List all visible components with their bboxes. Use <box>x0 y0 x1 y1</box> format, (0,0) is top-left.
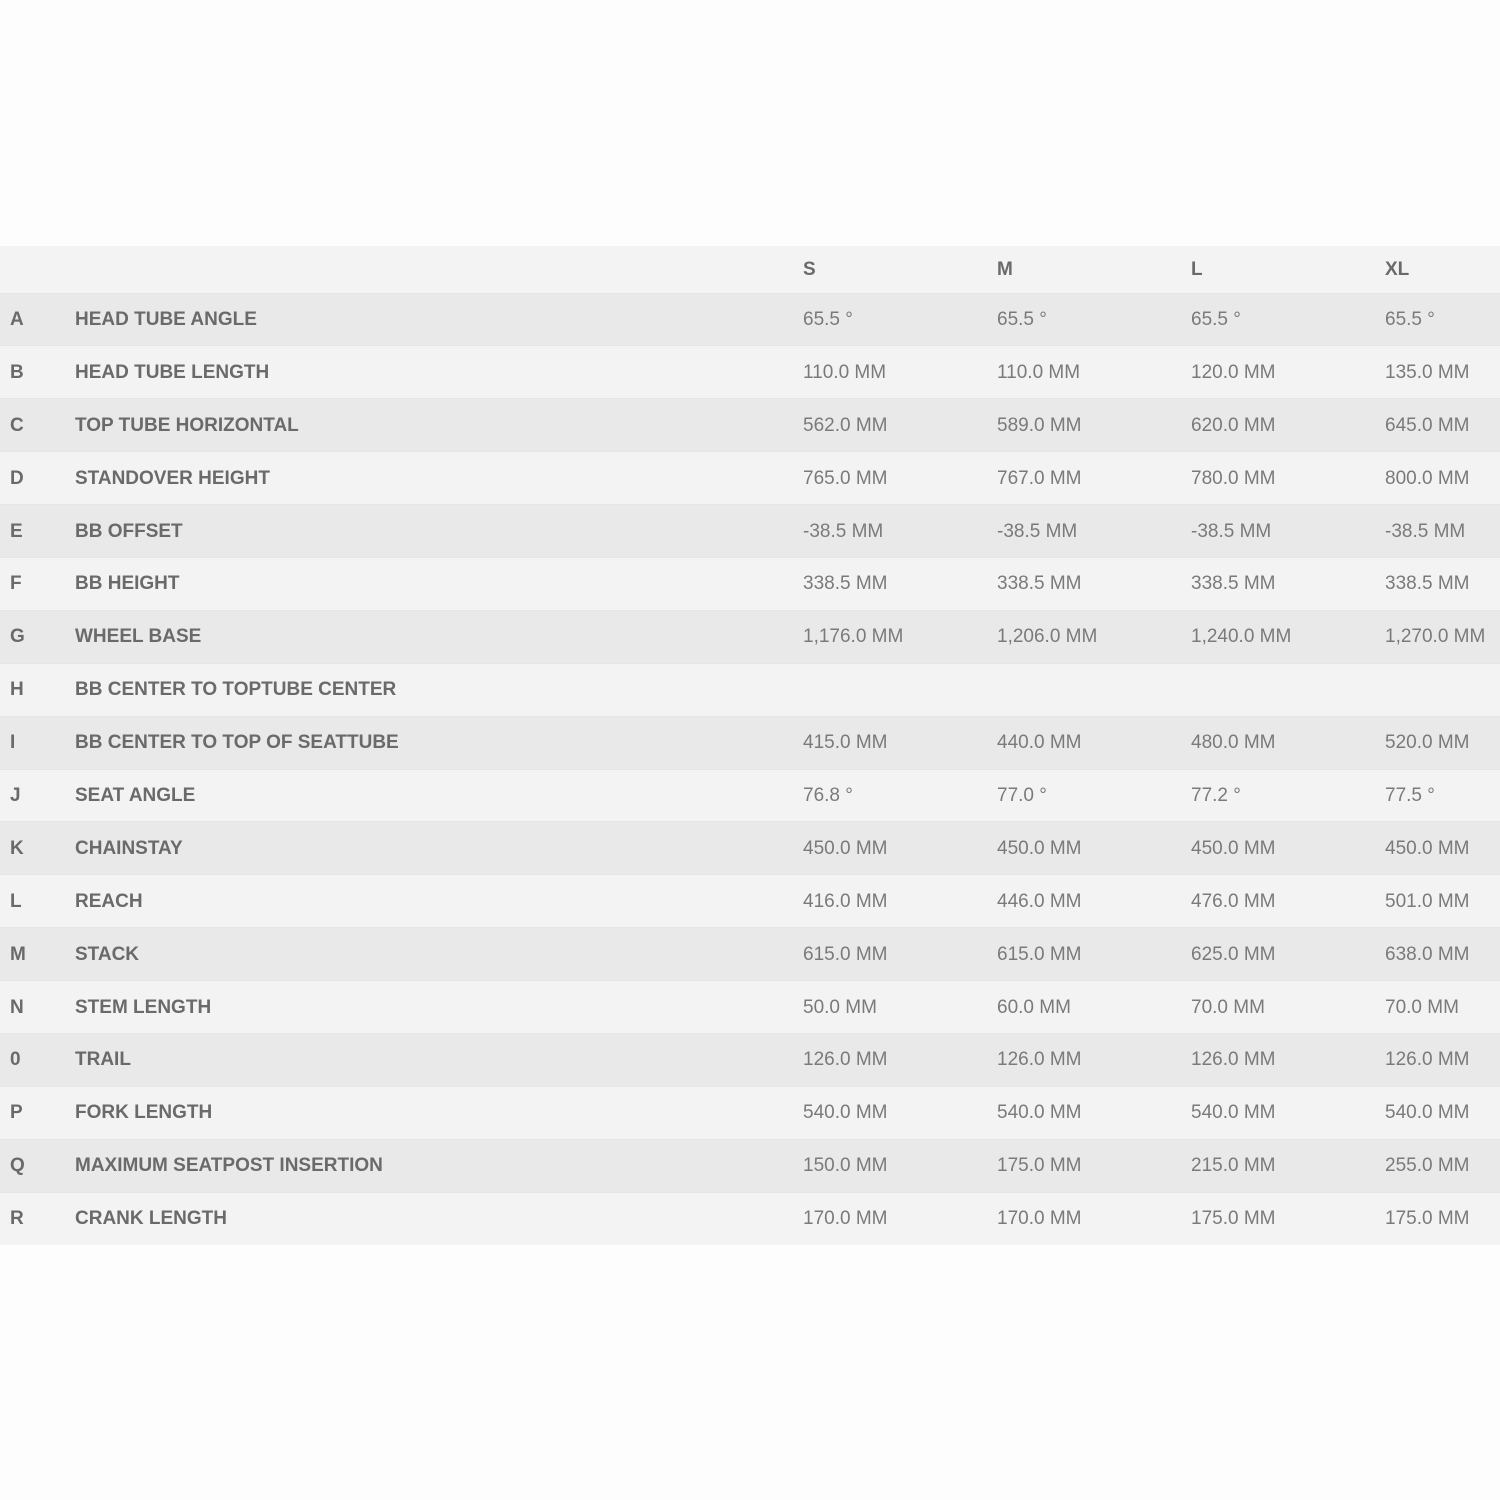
cell-size-s: 170.0 MM <box>803 1208 888 1230</box>
row-letter: B <box>10 361 24 383</box>
row-measurement-name: HEAD TUBE LENGTH <box>75 361 270 383</box>
cell-size-s: 76.8 ° <box>803 784 853 806</box>
cell-size-l: -38.5 MM <box>1191 520 1272 542</box>
row-letter: 0 <box>10 1049 21 1071</box>
row-letter: R <box>10 1208 24 1230</box>
row-measurement-name: HEAD TUBE ANGLE <box>75 308 257 330</box>
cell-size-l: 215.0 MM <box>1191 1155 1276 1177</box>
row-measurement-name: SEAT ANGLE <box>75 784 196 806</box>
cell-size-xl: 338.5 MM <box>1385 573 1470 595</box>
cell-size-s: 150.0 MM <box>803 1155 888 1177</box>
cell-size-l <box>1191 663 1385 716</box>
cell-size-xl: 175.0 MM <box>1385 1208 1470 1230</box>
cell-size-xl: 501.0 MM <box>1385 890 1470 912</box>
cell-size-xl: 645.0 MM <box>1385 414 1470 436</box>
row-letter: I <box>10 732 16 754</box>
cell-size-m: 450.0 MM <box>997 837 1082 859</box>
cell-size-s: 126.0 MM <box>803 1049 888 1071</box>
cell-size-m: 126.0 MM <box>997 1049 1082 1071</box>
header-letter <box>0 246 75 293</box>
cell-size-l: 126.0 MM <box>1191 1049 1276 1071</box>
table-row <box>0 875 1500 928</box>
table-row <box>0 663 1500 716</box>
row-measurement-name: STANDOVER HEIGHT <box>75 467 270 489</box>
cell-size-m: 110.0 MM <box>997 361 1081 383</box>
cell-size-l: 120.0 MM <box>1191 361 1276 383</box>
table-header-row <box>0 246 1500 293</box>
cell-size-s: 540.0 MM <box>803 1102 888 1124</box>
header-name <box>75 246 803 293</box>
row-measurement-name: FORK LENGTH <box>75 1102 213 1124</box>
cell-size-s: 765.0 MM <box>803 467 888 489</box>
cell-size-s: 450.0 MM <box>803 837 888 859</box>
cell-size-xl: 1,270.0 MM <box>1385 626 1486 648</box>
cell-size-s: 50.0 MM <box>803 996 877 1018</box>
row-measurement-name: TOP TUBE HORIZONTAL <box>75 414 299 436</box>
row-measurement-name: CHAINSTAY <box>75 837 183 859</box>
row-measurement-name: TRAIL <box>75 1049 131 1071</box>
cell-size-l: 70.0 MM <box>1191 996 1265 1018</box>
cell-size-l: 1,240.0 MM <box>1191 626 1292 648</box>
table-row <box>0 1033 1500 1086</box>
row-letter: H <box>10 679 24 701</box>
row-letter: G <box>10 626 25 648</box>
cell-size-l: 620.0 MM <box>1191 414 1276 436</box>
table-row <box>0 452 1500 505</box>
table-row <box>0 1192 1500 1245</box>
row-letter: J <box>10 784 21 806</box>
row-letter: A <box>10 308 24 330</box>
row-letter: N <box>10 996 24 1018</box>
cell-size-s <box>803 663 997 716</box>
cell-size-s: 415.0 MM <box>803 732 888 754</box>
header-size-l: L <box>1191 258 1203 280</box>
cell-size-m: 767.0 MM <box>997 467 1082 489</box>
row-measurement-name: CRANK LENGTH <box>75 1208 227 1230</box>
cell-size-l: 540.0 MM <box>1191 1102 1276 1124</box>
cell-size-s: 338.5 MM <box>803 573 888 595</box>
row-measurement-name: BB CENTER TO TOPTUBE CENTER <box>75 679 397 701</box>
header-size-m: M <box>997 258 1013 280</box>
cell-size-m: 338.5 MM <box>997 573 1082 595</box>
row-letter: D <box>10 467 24 489</box>
cell-size-xl: 70.0 MM <box>1385 996 1459 1018</box>
cell-size-l: 476.0 MM <box>1191 890 1276 912</box>
table-row <box>0 1139 1500 1192</box>
cell-size-l: 65.5 ° <box>1191 308 1241 330</box>
cell-size-xl: 638.0 MM <box>1385 943 1470 965</box>
cell-size-xl: 450.0 MM <box>1385 837 1470 859</box>
row-measurement-name: BB CENTER TO TOP OF SEATTUBE <box>75 732 399 754</box>
cell-size-xl: 126.0 MM <box>1385 1049 1470 1071</box>
cell-size-l: 77.2 ° <box>1191 784 1241 806</box>
cell-size-m: 440.0 MM <box>997 732 1082 754</box>
row-measurement-name: REACH <box>75 890 143 912</box>
table-row <box>0 769 1500 822</box>
cell-size-l: 338.5 MM <box>1191 573 1276 595</box>
cell-size-m: 446.0 MM <box>997 890 1082 912</box>
table-row <box>0 399 1500 452</box>
cell-size-s: -38.5 MM <box>803 520 884 542</box>
cell-size-s: 65.5 ° <box>803 308 853 330</box>
row-measurement-name: BB OFFSET <box>75 520 183 542</box>
cell-size-xl: 77.5 ° <box>1385 784 1435 806</box>
cell-size-m: 615.0 MM <box>997 943 1082 965</box>
row-letter: Q <box>10 1155 25 1177</box>
cell-size-xl <box>1385 663 1500 716</box>
table-row <box>0 505 1500 558</box>
cell-size-s: 562.0 MM <box>803 414 888 436</box>
cell-size-xl: 255.0 MM <box>1385 1155 1470 1177</box>
cell-size-l: 450.0 MM <box>1191 837 1276 859</box>
cell-size-l: 625.0 MM <box>1191 943 1276 965</box>
row-letter: M <box>10 943 26 965</box>
row-letter: C <box>10 414 24 436</box>
cell-size-m <box>997 663 1191 716</box>
cell-size-m: -38.5 MM <box>997 520 1078 542</box>
row-letter: P <box>10 1102 23 1124</box>
cell-size-xl: 65.5 ° <box>1385 308 1435 330</box>
cell-size-xl: -38.5 MM <box>1385 520 1466 542</box>
table-body <box>0 293 1500 1245</box>
row-measurement-name: WHEEL BASE <box>75 626 202 648</box>
table-row <box>0 293 1500 346</box>
table-row <box>0 981 1500 1034</box>
table-row <box>0 1086 1500 1139</box>
cell-size-l: 175.0 MM <box>1191 1208 1276 1230</box>
cell-size-xl: 800.0 MM <box>1385 467 1470 489</box>
table-row <box>0 822 1500 875</box>
header-size-s: S <box>803 258 816 280</box>
table-row <box>0 346 1500 399</box>
cell-size-m: 170.0 MM <box>997 1208 1082 1230</box>
table-row <box>0 928 1500 981</box>
cell-size-m: 60.0 MM <box>997 996 1071 1018</box>
cell-size-m: 77.0 ° <box>997 784 1047 806</box>
row-letter: E <box>10 520 23 542</box>
table-row <box>0 716 1500 769</box>
cell-size-s: 615.0 MM <box>803 943 888 965</box>
row-measurement-name: MAXIMUM SEATPOST INSERTION <box>75 1155 383 1177</box>
row-letter: K <box>10 837 24 859</box>
cell-size-m: 65.5 ° <box>997 308 1047 330</box>
cell-size-m: 540.0 MM <box>997 1102 1082 1124</box>
row-measurement-name: STEM LENGTH <box>75 996 212 1018</box>
row-measurement-name: STACK <box>75 943 140 965</box>
row-measurement-name: BB HEIGHT <box>75 573 180 595</box>
cell-size-s: 110.0 MM <box>803 361 887 383</box>
row-letter: L <box>10 890 22 912</box>
cell-size-l: 780.0 MM <box>1191 467 1276 489</box>
cell-size-l: 480.0 MM <box>1191 732 1276 754</box>
cell-size-m: 175.0 MM <box>997 1155 1082 1177</box>
cell-size-s: 416.0 MM <box>803 890 888 912</box>
cell-size-xl: 520.0 MM <box>1385 732 1470 754</box>
cell-size-s: 1,176.0 MM <box>803 626 904 648</box>
cell-size-xl: 540.0 MM <box>1385 1102 1470 1124</box>
cell-size-m: 1,206.0 MM <box>997 626 1098 648</box>
cell-size-m: 589.0 MM <box>997 414 1082 436</box>
table-row <box>0 610 1500 663</box>
header-size-xl: XL <box>1385 258 1410 280</box>
table-row <box>0 557 1500 610</box>
cell-size-xl: 135.0 MM <box>1385 361 1470 383</box>
row-letter: F <box>10 573 22 595</box>
geometry-table <box>0 246 1500 1245</box>
